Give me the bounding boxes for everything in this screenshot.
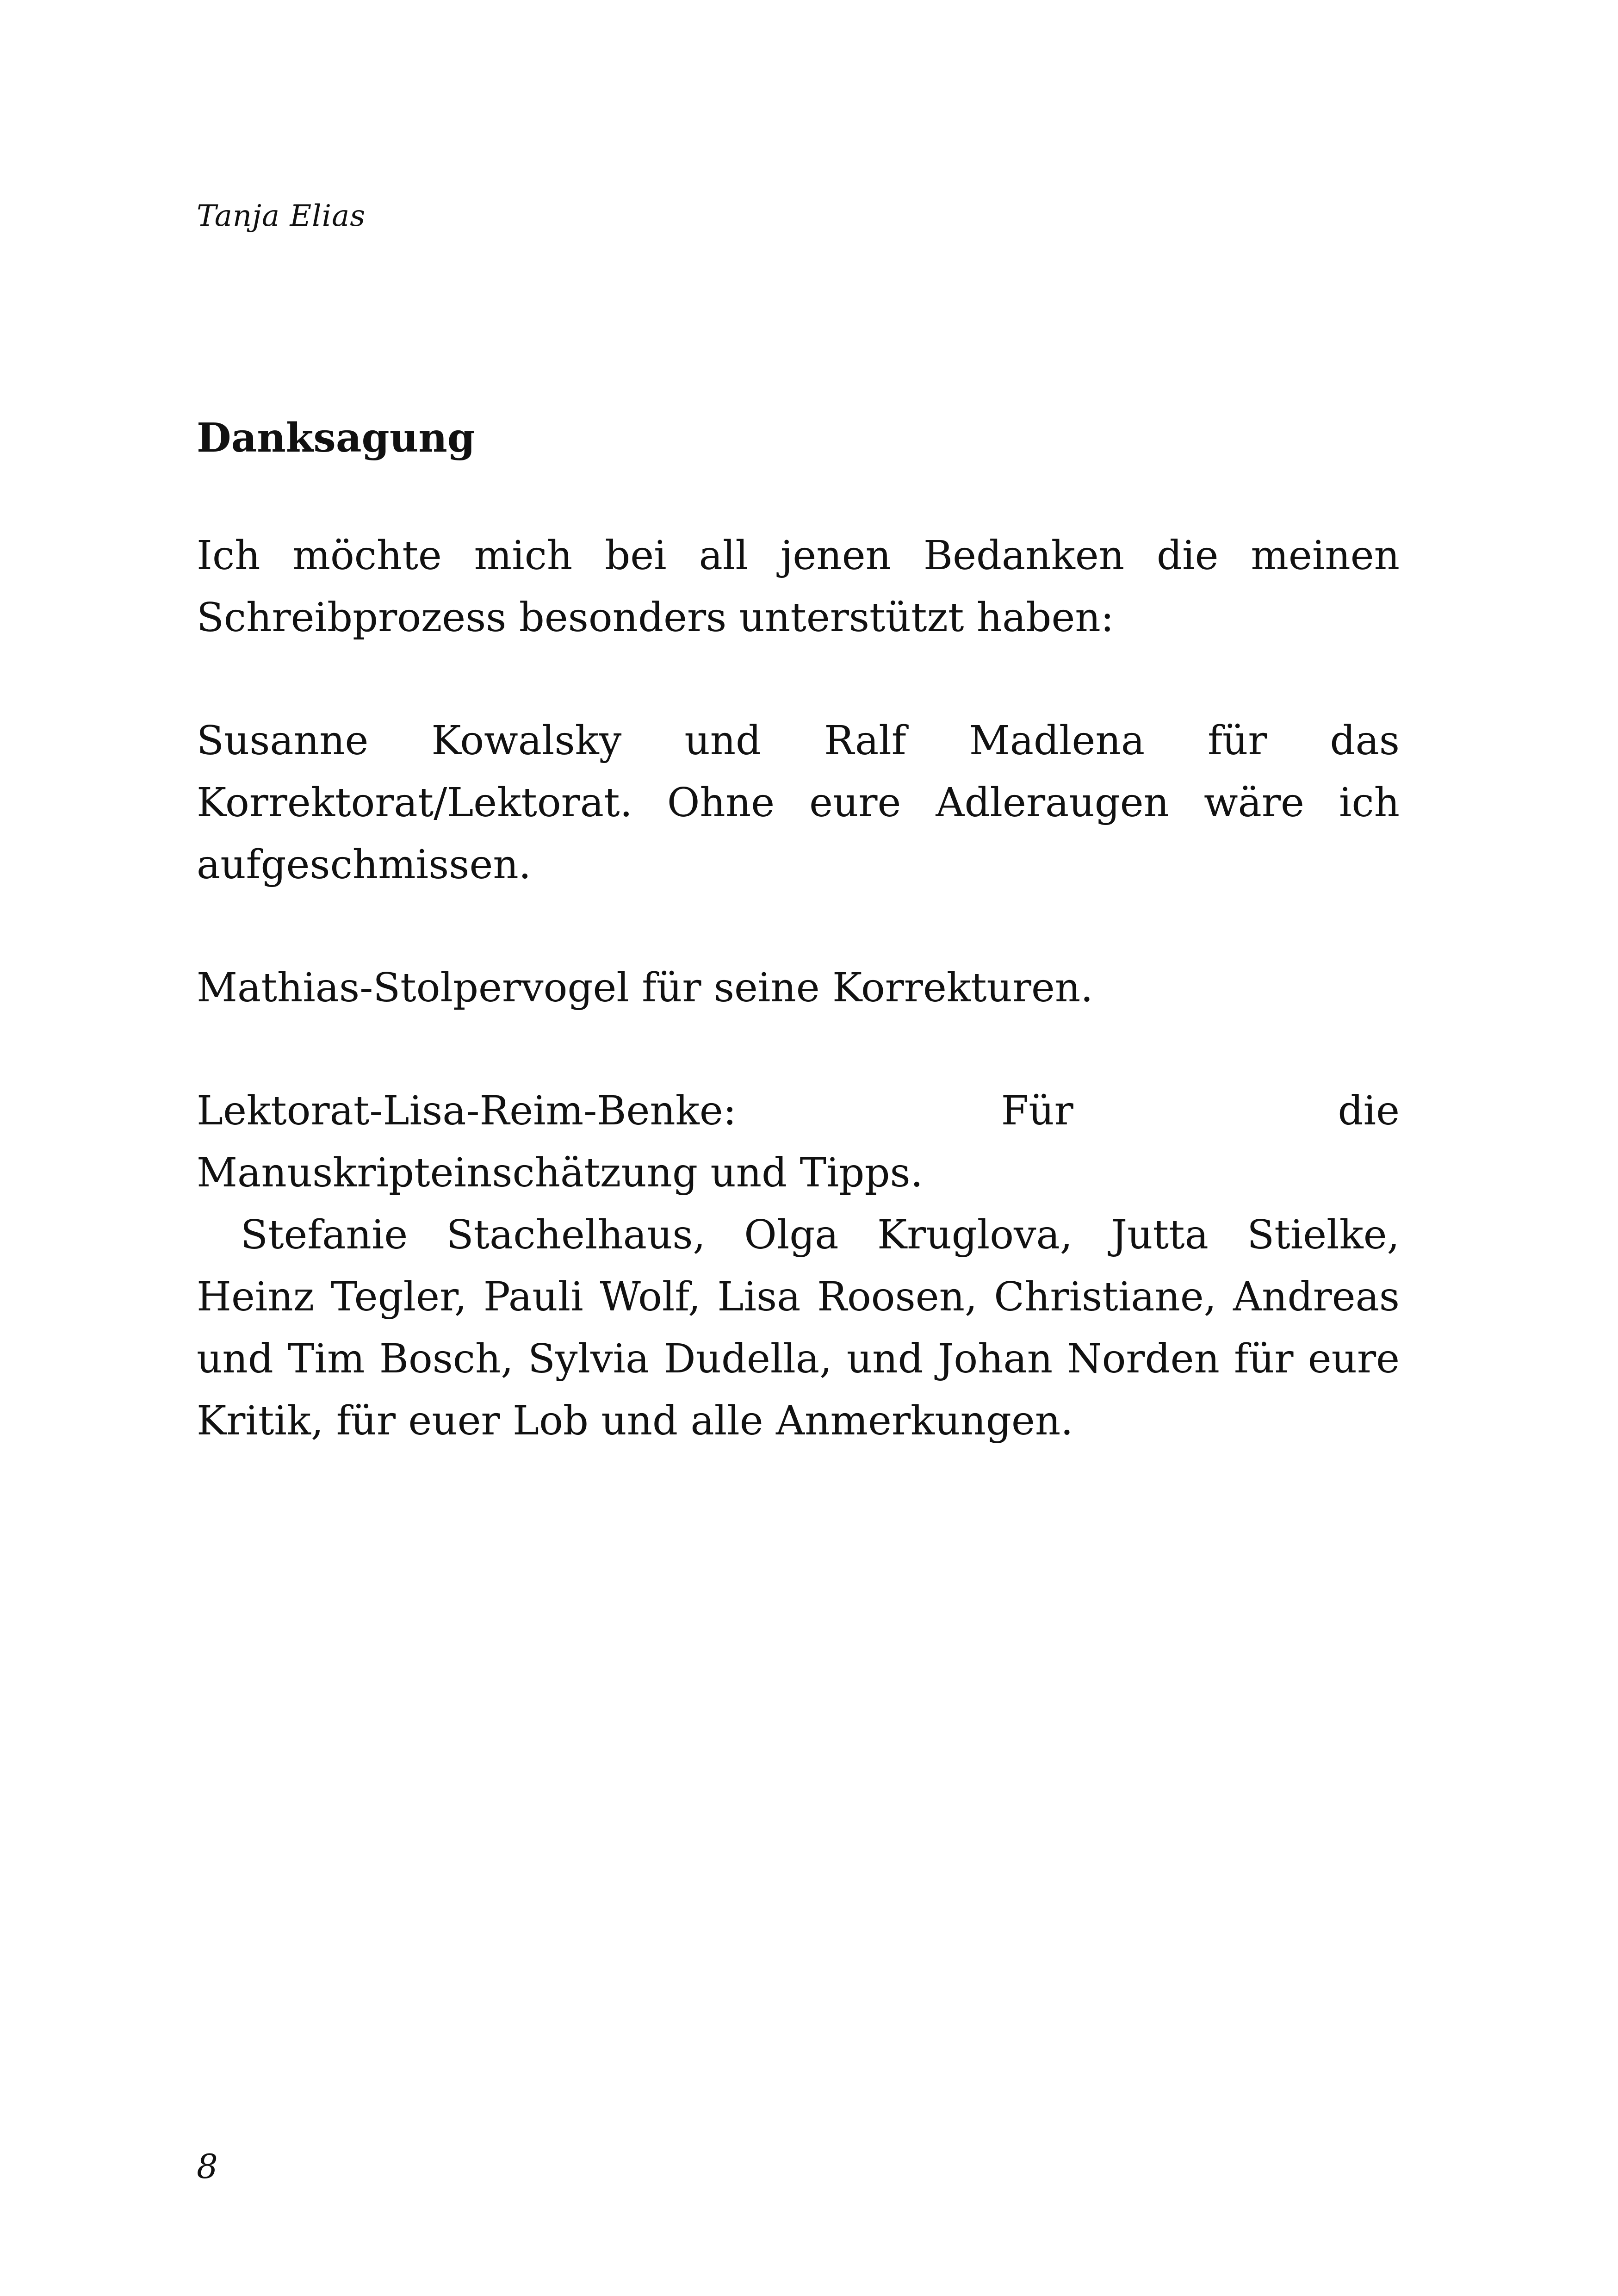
section-title: Danksagung [197, 415, 475, 461]
running-header-author: Tanja Elias [197, 199, 366, 233]
paragraph-critics: Stefanie Stachelhaus, Olga Kruglova, Jutta Stielke, Heinz Tegler, Pauli Wolf, Lisa Roosen, Christiane, Andreas und Tim Bosch, Sylvia Dudella, und Johan Norden für eure Kritik, für euer Lob und alle Anmerkungen. [197, 1212, 1400, 1444]
acknowledgements-section [197, 407, 1400, 1513]
paragraph-manuscript-assessment: Lektorat-Lisa-Reim-Benke: Für die Manuskripteinschätzung und Tipps. [197, 1088, 1400, 1196]
page-number: 8 [197, 2147, 218, 2186]
paragraph-corrections: Mathias-Stolpervogel für seine Korrekturen. [197, 965, 1093, 1011]
paragraph-intro: Ich möchte mich bei all jenen Bedanken die meinen Schreibprozess besonders unterstützt haben: [197, 533, 1400, 641]
paragraph-proofreading: Susanne Kowalsky und Ralf Madlena für das Korrektorat/Lektorat. Ohne eure Adleraugen wäre ich aufgeschmissen. [197, 718, 1400, 888]
